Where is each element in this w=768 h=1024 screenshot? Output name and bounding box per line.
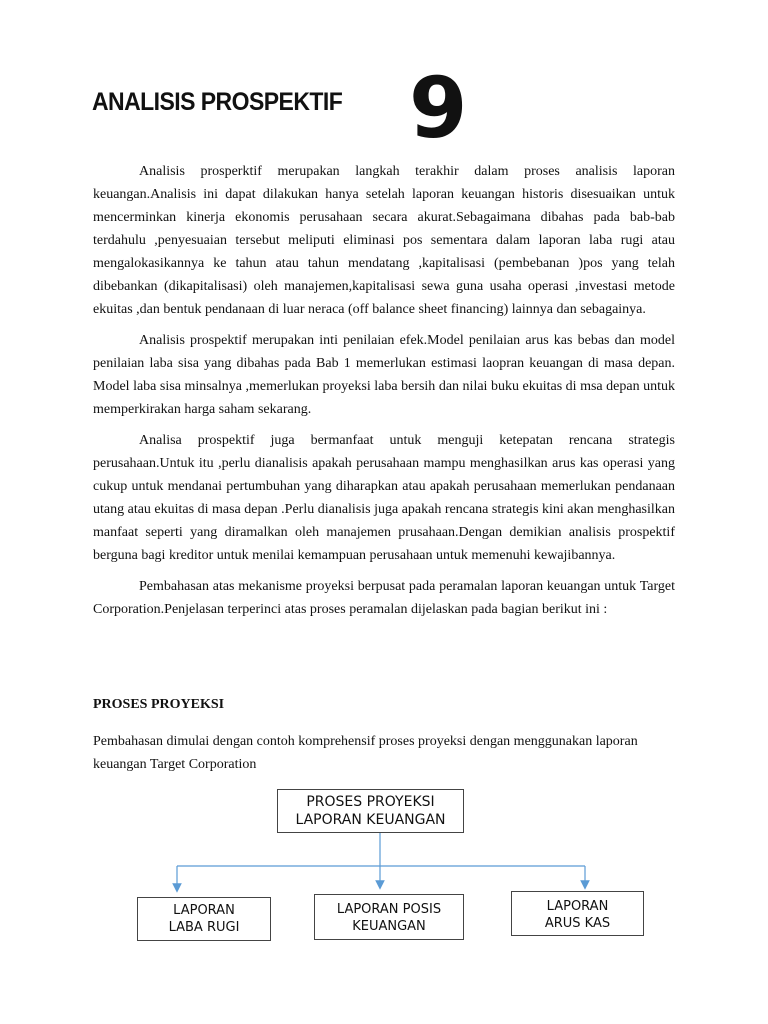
paragraph: Analisis prosperktif merupakan langkah terakhir dalam proses analisis laporan keuangan.Analisis ini dapat dilakukan hanya setelah laporan keuangan historis disesuaikan untuk mencerminkan kinerja ekonomis perusahaan secara akurat.Sebagaimana dibahas pada bab-bab terdahulu ,penyesuaian tersebut meliputi eliminasi pos sementara dalam laporan laba rugi atau mengalokasikannya ke tahun atau tahun mendatang ,kapitalisasi (pembebanan )pos yang telah dibebankan (dikapitalisasi) oleh manajemen,kapitalisasi sewa guna usaha operasi ,investasi metode ekuitas ,dan bentuk pendanaan di luar neraca (off balance sheet financing) lainnya dan sebagainya.: [93, 164, 675, 317]
box-label: LAPORAN: [546, 899, 609, 914]
box-label: KEUANGAN: [352, 919, 426, 934]
box-label: ARUS KAS: [544, 916, 611, 931]
box-label: LAPORAN KEUANGAN: [295, 812, 446, 828]
section-heading: PROSES PROYEKSI: [93, 697, 225, 712]
box-label: PROSES PROYEKSI: [306, 794, 435, 810]
diagram-child-box-posisi-keuangan: [314, 894, 464, 940]
box-label: LAPORAN POSIS: [336, 902, 442, 917]
chapter-number: 9: [409, 59, 468, 157]
section-intro: Pembahasan dimulai dengan contoh komprehensif proses proyeksi dengan menggunakan laporan keuangan Target Corporation: [93, 734, 638, 772]
paragraph: Analisis prospektif merupakan inti penilaian efek.Model penilaian arus kas bebas dan model penilaian laba sisa yang dibahas pada Bab 1 memerlukan estimasi laopran keuangan di masa depan. Model laba sisa minsalnya ,memerlukan proyeksi laba bersih dan nilai buku ekuitas di msa depan untuk memperkirakan harga saham sekarang.: [93, 333, 675, 417]
diagram-root-box: [277, 789, 464, 833]
paragraph: Analisa prospektif juga bermanfaat untuk menguji ketepatan rencana strategis perusahaan.Untuk itu ,perlu dianalisis apakah perusahaan mampu menghasilkan arus kas operasi yang cukup untuk mendanai pertumbuhan yang diharapkan atau apakah perusahaan memerlukan pendanaan utang atau ekuitas di masa depan .Perlu dianalisis juga apakah rencana strategis kini akan menghasilkan manfaat seperti yang diramalkan oleh manajemen prusahaan.Dengan demikian analisis prospektif berguna bagi kreditor untuk menilai kemampuan perusahaan untuk memenuhi kewajibannya.: [93, 433, 675, 563]
box-label: LABA RUGI: [168, 920, 240, 935]
diagram-child-box-laba-rugi: [137, 897, 271, 941]
paragraph: Pembahasan atas mekanisme proyeksi berpusat pada peramalan laporan keuangan untuk Target Corporation.Penjelasan terperinci atas proses peramalan dijelaskan pada bagian berikut ini :: [93, 579, 675, 617]
diagram-child-box-arus-kas: [511, 891, 644, 936]
page-title: ANALISIS PROSPEKTIF: [92, 88, 343, 116]
box-label: LAPORAN: [173, 903, 235, 918]
